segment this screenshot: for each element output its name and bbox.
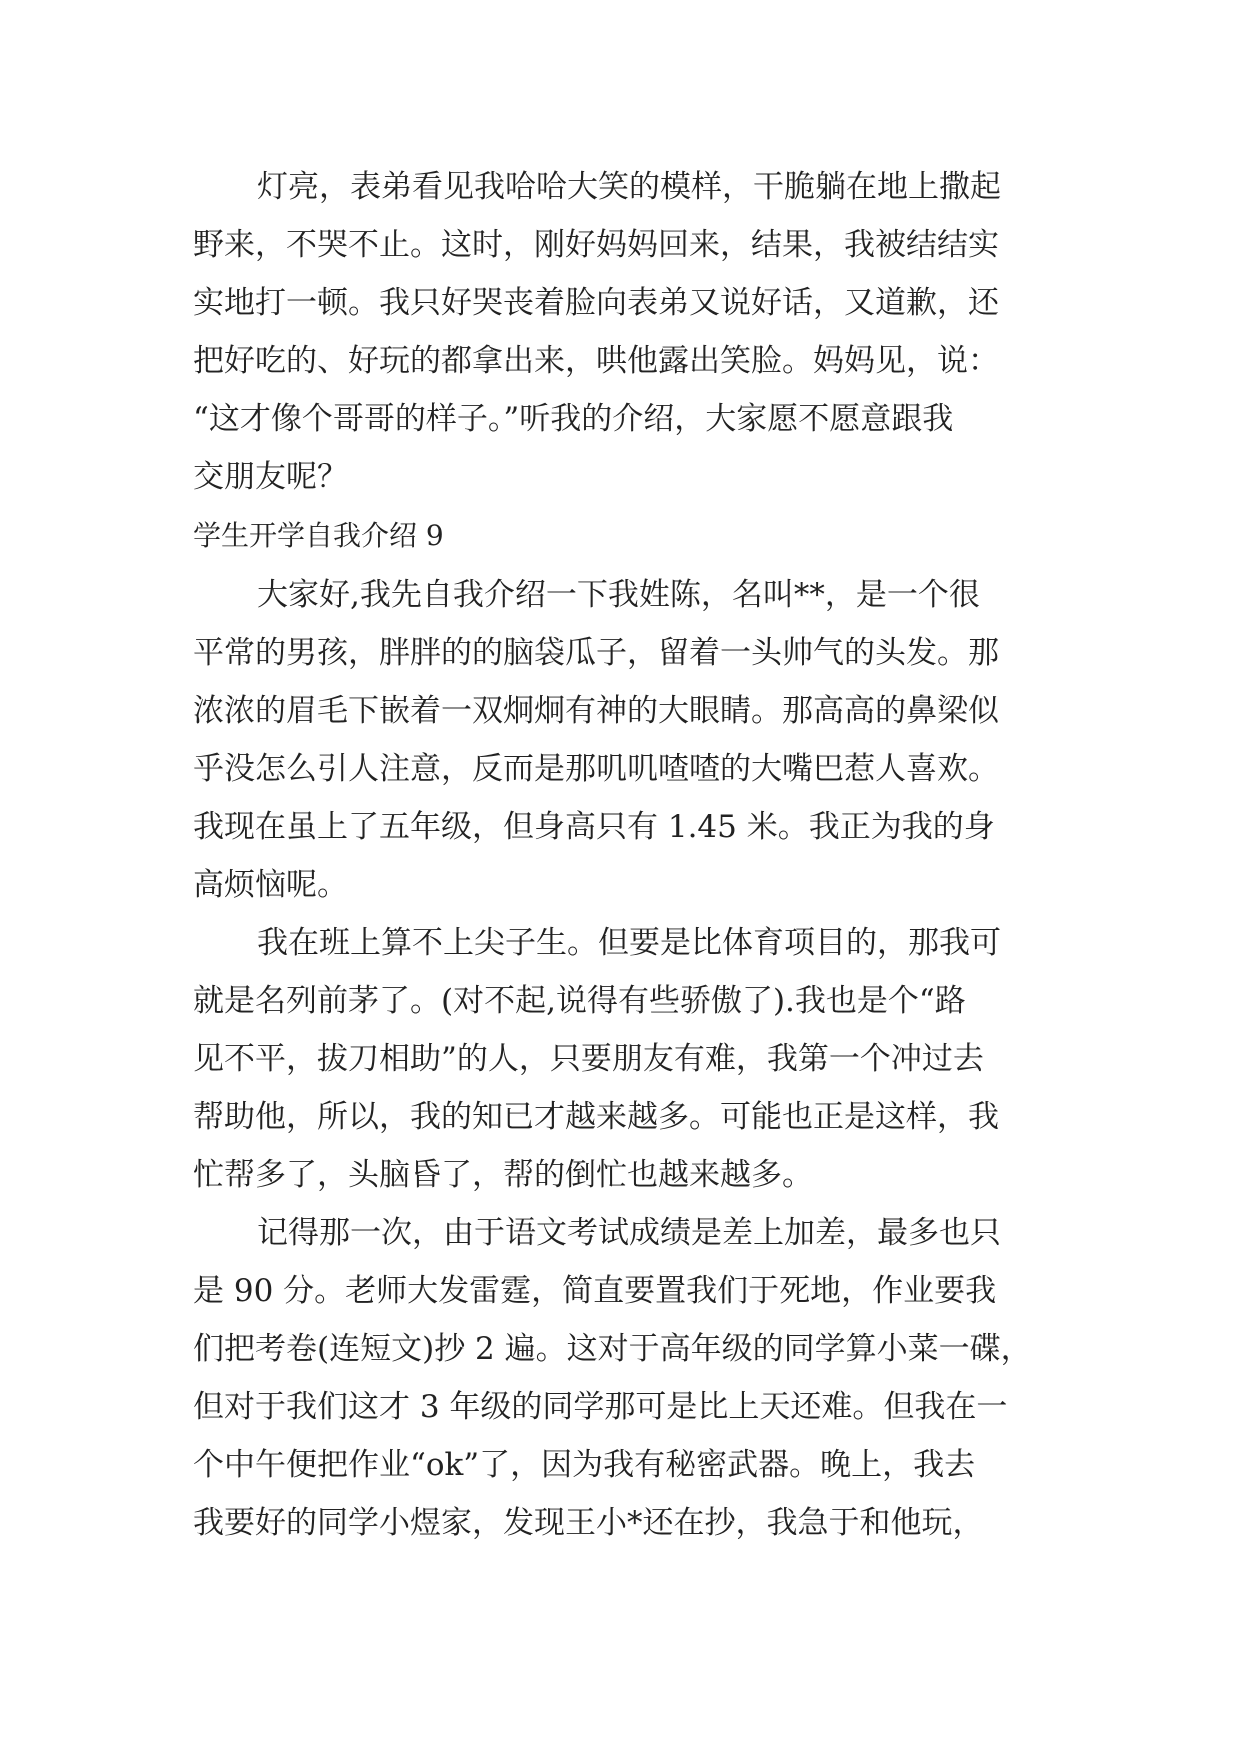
paragraph-line: 平常的男孩，胖胖的的脑袋瓜子，留着一头帅气的头发。那 bbox=[193, 635, 999, 671]
paragraph-line: 记得那一次，由于语文考试成绩是差上加差，最多也只 bbox=[257, 1215, 1001, 1251]
paragraph-line: 我要好的同学小煜家，发现王小*还在抄，我急于和他玩， bbox=[193, 1505, 984, 1541]
paragraph-3 bbox=[193, 914, 1073, 1204]
paragraph-line: 乎没怎么引人注意，反而是那叽叽喳喳的大嘴巴惹人喜欢。 bbox=[193, 751, 999, 787]
paragraph-line: 大家好,我先自我介绍一下我姓陈，名叫**，是一个很 bbox=[257, 577, 980, 613]
paragraph-line: 忙帮多了，头脑昏了，帮的倒忙也越来越多。 bbox=[193, 1157, 813, 1193]
paragraph-line: 就是名列前茅了。(对不起,说得有些骄傲了).我也是个“路 bbox=[193, 983, 966, 1019]
paragraph-line: 个中午便把作业“ok”了，因为我有秘密武器。晚上，我去 bbox=[193, 1447, 976, 1483]
paragraph-line: “这才像个哥哥的样子。”听我的介绍，大家愿不愿意跟我 bbox=[193, 401, 954, 437]
paragraph-1 bbox=[193, 158, 1073, 506]
paragraph-line: 实地打一顿。我只好哭丧着脸向表弟又说好话，又道歉，还 bbox=[193, 285, 999, 321]
paragraph-line: 灯亮，表弟看见我哈哈大笑的模样，干脆躺在地上撒起 bbox=[257, 169, 1001, 205]
paragraph-line: 交朋友呢？ bbox=[193, 459, 348, 495]
paragraph-line: 是 90 分。老师大发雷霆，简直要置我们于死地，作业要我 bbox=[193, 1273, 997, 1309]
document-body bbox=[193, 158, 1073, 1552]
paragraph-line: 浓浓的眉毛下嵌着一双炯炯有神的大眼睛。那高高的鼻梁似 bbox=[193, 693, 999, 729]
paragraph-line: 高烦恼呢。 bbox=[193, 867, 348, 903]
paragraph-line: 我在班上算不上尖子生。但要是比体育项目的，那我可 bbox=[257, 925, 1001, 961]
paragraph-line: 我现在虽上了五年级，但身高只有 1.45 米。我正为我的身 bbox=[193, 809, 995, 845]
paragraph-line: 帮助他，所以，我的知已才越来越多。可能也正是这样，我 bbox=[193, 1099, 999, 1135]
paragraph-line: 但对于我们这才 3 年级的同学那可是比上天还难。但我在一 bbox=[193, 1389, 1008, 1425]
section-heading: 学生开学自我介绍 9 bbox=[193, 519, 444, 552]
paragraph-line: 们把考卷(连短文)抄 2 遍。这对于高年级的同学算小菜一碟， bbox=[193, 1331, 1032, 1367]
paragraph-4 bbox=[193, 1204, 1073, 1552]
paragraph-line: 把好吃的、好玩的都拿出来，哄他露出笑脸。妈妈见，说： bbox=[193, 343, 999, 379]
paragraph-line: 见不平，拔刀相助”的人，只要朋友有难，我第一个冲过去 bbox=[193, 1041, 984, 1077]
paragraph-line: 野来，不哭不止。这时，刚好妈妈回来，结果，我被结结实 bbox=[193, 227, 999, 263]
paragraph-2 bbox=[193, 566, 1073, 914]
